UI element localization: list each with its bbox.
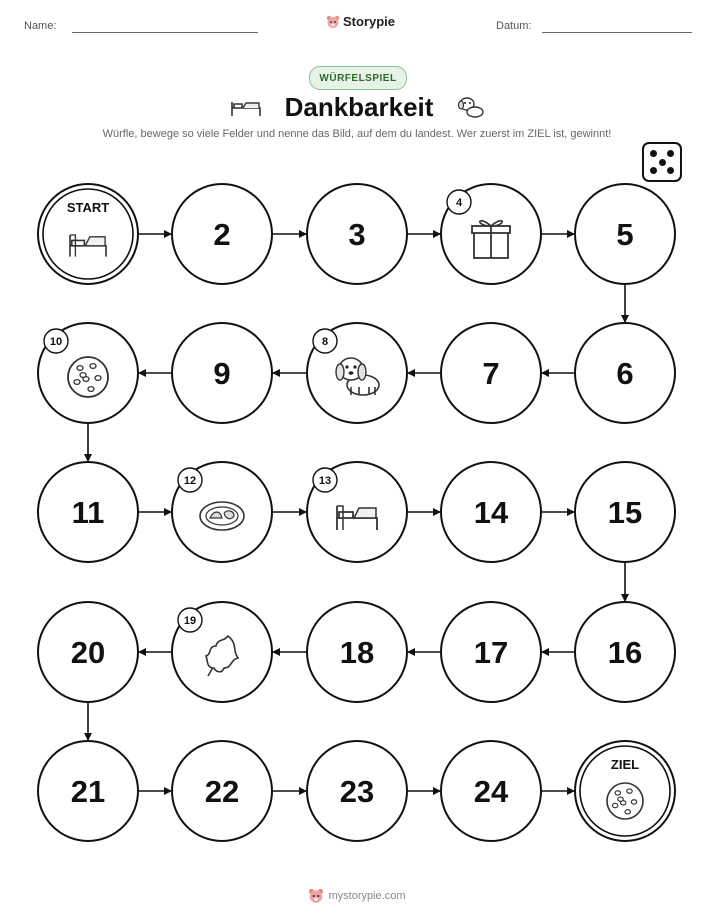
field-17[interactable]	[441, 602, 541, 702]
field-number: 11	[71, 495, 105, 530]
field-9[interactable]	[172, 323, 272, 423]
instructions-text: Würfle, bewege so viele Felder und nenne das Bild, auf dem du landest. Wer zuerst im ZIEL ist, gewinnt!	[102, 128, 612, 140]
field-20[interactable]	[38, 602, 138, 702]
field-number: 12	[183, 475, 197, 487]
field-13[interactable]	[307, 462, 407, 562]
field-18[interactable]	[307, 602, 407, 702]
gift-icon	[472, 221, 510, 258]
field-4[interactable]	[441, 184, 541, 284]
field-16[interactable]	[575, 602, 675, 702]
title-text: Dankbarkeit	[284, 92, 434, 122]
game-type-badge: WÜRFELSPIEL	[309, 66, 407, 90]
field-number: 4	[455, 197, 463, 209]
name-field[interactable]	[72, 32, 258, 33]
dice-pip	[667, 167, 674, 174]
bed-icon	[229, 94, 263, 120]
field-number: 23	[339, 774, 375, 809]
field-12[interactable]	[172, 462, 272, 562]
field-1[interactable]	[38, 184, 138, 284]
field-24[interactable]	[441, 741, 541, 841]
footer	[0, 888, 714, 904]
field-number: 7	[482, 356, 500, 391]
date-label: Datum:	[496, 20, 532, 32]
field-number: 20	[70, 635, 106, 670]
bear-mascot-icon	[326, 15, 340, 29]
field-number: 5	[616, 217, 634, 252]
start-label: START	[66, 200, 110, 215]
cookie-icon	[68, 357, 108, 397]
cookie-icon	[607, 783, 643, 819]
brand-name: Storypie	[343, 14, 396, 29]
field-number: 22	[204, 774, 240, 809]
field-19[interactable]	[172, 602, 272, 702]
field-number: 2	[213, 217, 231, 252]
field-22[interactable]	[172, 741, 272, 841]
dice-pip	[650, 150, 657, 157]
field-6[interactable]	[575, 323, 675, 423]
goal-label: ZIEL	[610, 757, 640, 772]
field-10[interactable]	[38, 323, 138, 423]
field-5[interactable]	[575, 184, 675, 284]
field-number: 21	[70, 774, 106, 809]
field-number: 9	[213, 356, 231, 391]
puppy-icon	[455, 94, 485, 120]
field-number: 15	[607, 495, 643, 530]
field-21[interactable]	[38, 741, 138, 841]
field-number: 14	[473, 495, 509, 530]
field-7[interactable]	[441, 323, 541, 423]
name-label: Name:	[24, 20, 57, 32]
field-14[interactable]	[441, 462, 541, 562]
field-23[interactable]	[307, 741, 407, 841]
field-11[interactable]	[38, 462, 138, 562]
field-number: 13	[318, 475, 332, 487]
field-number: 18	[339, 635, 375, 670]
date-field[interactable]	[542, 32, 692, 33]
field-8[interactable]	[307, 323, 407, 423]
field-number: 10	[49, 336, 63, 348]
field-2[interactable]	[172, 184, 272, 284]
field-number: 8	[321, 336, 329, 348]
dice-pip	[667, 150, 674, 157]
field-number: 16	[607, 635, 643, 670]
field-number: 6	[616, 356, 634, 391]
brand-logo	[326, 14, 395, 29]
field-number: 3	[348, 217, 366, 252]
field-number: 17	[473, 635, 509, 670]
field-25[interactable]	[575, 741, 675, 841]
page-title	[0, 92, 714, 123]
bear-mascot-icon	[308, 888, 324, 904]
footer-url: mystorypie.com	[328, 890, 406, 902]
dice-pip	[659, 159, 666, 166]
dice-pip	[650, 167, 657, 174]
field-number: 24	[473, 774, 509, 809]
field-3[interactable]	[307, 184, 407, 284]
field-number: 19	[183, 615, 197, 627]
field-15[interactable]	[575, 462, 675, 562]
dice-icon[interactable]	[642, 142, 682, 182]
plate-icon	[200, 502, 244, 530]
